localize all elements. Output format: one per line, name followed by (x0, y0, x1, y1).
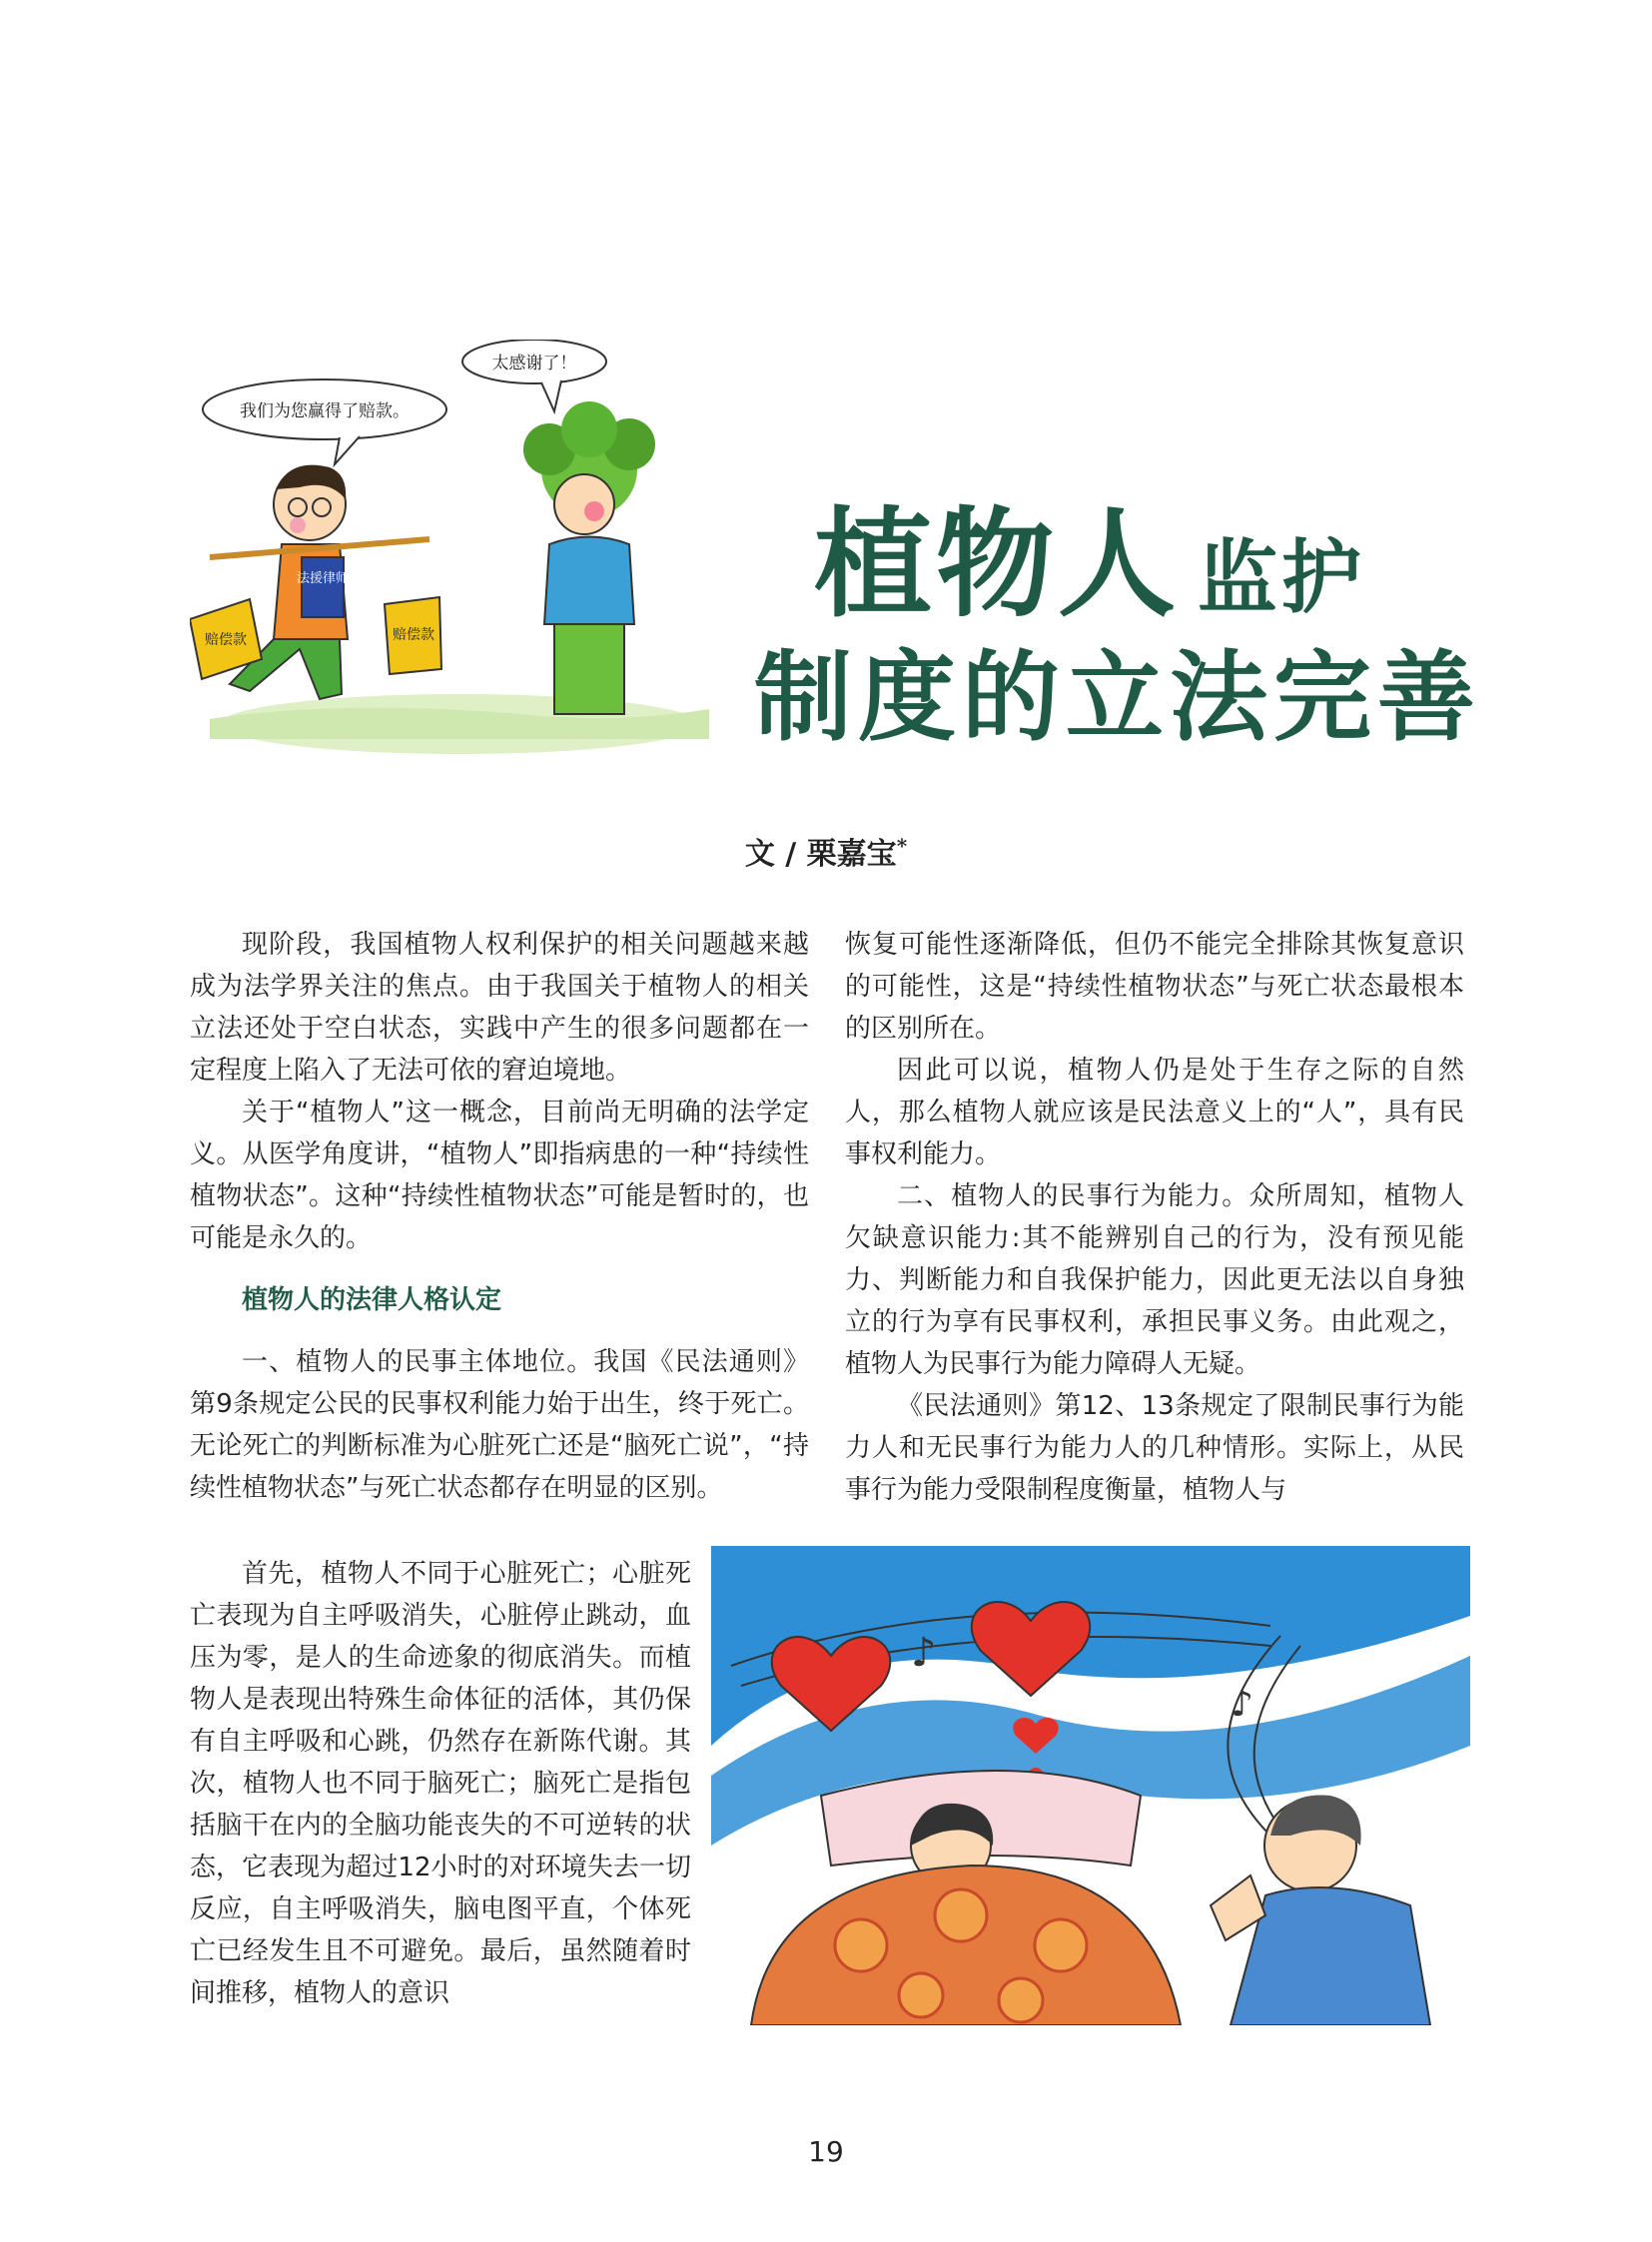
bucket-right-text: 赔偿款 (393, 627, 434, 643)
paragraph: 恢复可能性逐渐降低，但仍不能完全排除其恢复意识的可能性，这是“持续性植物状态”与死亡状态最根本的区别所在。 (845, 930, 1464, 1044)
bucket-left-text: 赔偿款 (205, 632, 247, 648)
title-main: 植物人 (814, 495, 1181, 633)
page-number: 19 (808, 2135, 844, 2168)
paragraph: 《民法通则》第12、13条规定了限制民事行为能力人和无民事行为能力人的几种情形。实际上，从民事行为能力受限制程度衡量，植物人与 (845, 1391, 1464, 1505)
music-note-icon: ♪ (911, 1630, 937, 1676)
lawyer-sign-text: 法援律师 (296, 571, 350, 586)
section-heading: 植物人的法律人格认定 (242, 1285, 502, 1315)
speech-bubble-tail (335, 436, 360, 464)
quilt-pattern (999, 1978, 1043, 2022)
author-text: 文 / 栗嘉宝 (744, 837, 897, 872)
article-title-line2: 制度的立法完善 (754, 641, 1482, 755)
left-column-lower (190, 1553, 691, 2014)
speech-bubble-tail (541, 380, 561, 411)
quilt-pattern (1035, 1919, 1087, 1971)
lawyer-patient-illustration (190, 340, 724, 759)
bedside-illustration (711, 1546, 1470, 2025)
paragraph: 首先，植物人不同于心脏死亡；心脏死亡表现为自主呼吸消失，心脏停止跳动，血压为零，是人的生命迹象的彻底消失。而植物人是表现出特殊生命体征的活体，其仍保有自主呼吸和心跳，仍然存在新陈代谢。其次，植物人也不同于脑死亡；脑死亡是指包括脑干在内的全脑功能丧失的不可逆转的状态，它表现为超过12小时的对环境失去一切反应，自主呼吸消失，脑电图平直，个体死亡已经发生且不可避免。最后，虽然随着时间推移，植物人的意识 (190, 1559, 691, 2008)
quilt-pattern (899, 1973, 943, 2017)
quilt-pattern (835, 1919, 887, 1971)
author-byline (0, 829, 1652, 873)
paragraph: 关于“植物人”这一概念，目前尚无明确的法学定义。从医学角度讲，“植物人”即指病患的一种“持续性植物状态”。这种“持续性植物状态”可能是暂时的，也可能是永久的。 (190, 1098, 809, 1253)
paragraph: 因此可以说，植物人仍是处于生存之际的自然人，那么植物人就应该是民法意义上的“人”，具有民事权利能力。 (845, 1056, 1464, 1169)
paragraph: 现阶段，我国植物人权利保护的相关问题越来越成为法学界关注的焦点。由于我国关于植物人的相关立法还处于空白状态，实践中产生的很多问题都在一定程度上陷入了无法可依的窘迫境地。 (190, 930, 809, 1086)
left-column-upper (190, 924, 809, 1509)
title-sub: 监护 (1198, 531, 1366, 624)
bubble-lawyer-text: 我们为您赢得了赔款。 (240, 401, 410, 421)
article-title-line1 (814, 469, 1365, 639)
quilt-pattern (935, 1889, 987, 1941)
bubble-patient-text: 太感谢了！ (491, 354, 577, 374)
patient-figure (523, 401, 655, 714)
paragraph: 一、植物人的民事主体地位。我国《民法通则》第9条规定公民的民事权利能力始于出生，终于死亡。无论死亡的判断标准为心脏死亡还是“脑死亡说”，“持续性植物状态”与死亡状态都存在明显的区别。 (190, 1347, 809, 1503)
paragraph: 二、植物人的民事行为能力。众所周知，植物人欠缺意识能力:其不能辨别自己的行为，没有预见能力、判断能力和自我保护能力，因此更无法以自身独立的行为享有民事权利，承担民事义务。由此观之，植物人为民事行为能力障碍人无疑。 (845, 1181, 1464, 1379)
author-footnote-mark: * (896, 834, 908, 858)
right-column (845, 924, 1464, 1511)
music-note-icon: ♪ (1231, 1684, 1253, 1725)
